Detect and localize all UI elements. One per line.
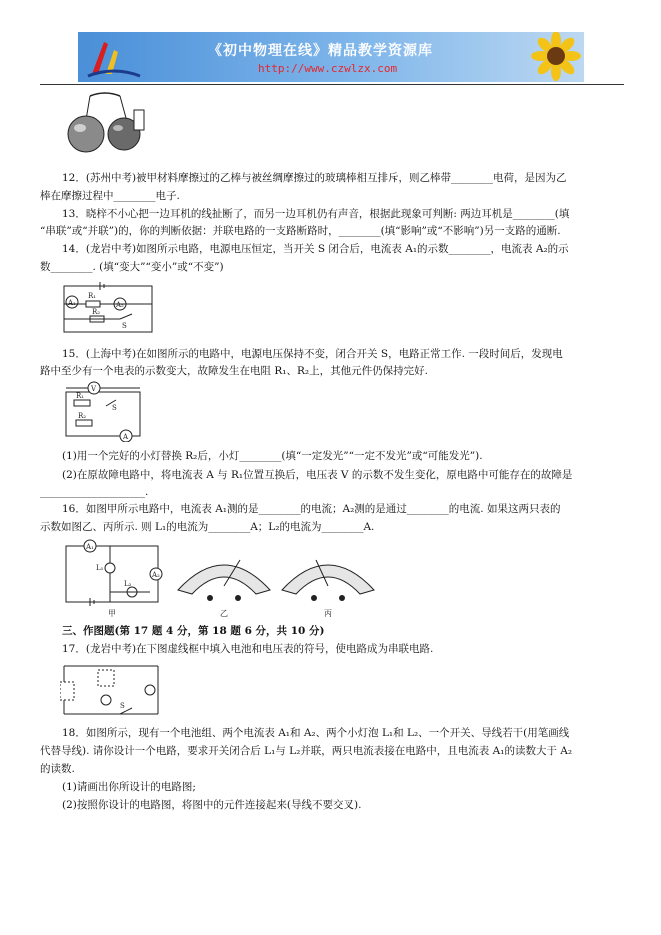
q16-label-a1: A₁: [86, 543, 94, 551]
q18-line1: 18．如图所示，现有一个电池组、两个电流表 A₁和 A₂、两个小灯泡 L₁和 L₂、一个开关、导线若干(用笔画线: [62, 727, 570, 739]
q14-label-a2: A₂: [116, 301, 124, 309]
banner-title: 《初中物理在线》精品教学资源库: [208, 43, 433, 59]
q15-line1: 15．(上海中考)在如图所示的电路中，电源电压保持不变，闭合开关 S，电路正常工作. 一段时间后，发现电: [62, 348, 563, 360]
banner-url[interactable]: http://www.czwlzx.com: [258, 62, 398, 75]
q15-label-r2: R₂: [78, 412, 87, 420]
q16-fig-label-bing: 丙: [324, 609, 332, 618]
q14-label-r1: R₁: [88, 292, 97, 300]
q18-sub2: (2)按照你设计的电路图，将图中的元件连接起来(导线不要交叉).: [62, 799, 362, 811]
sunflower-icon: [524, 32, 584, 82]
q15-label-r1: R₁: [76, 392, 85, 400]
q12-line1: 12．(苏州中考)被甲材料摩擦过的乙棒与被丝绸摩擦过的玻璃棒相互排斥，则乙棒带________电荷，是因为乙: [62, 172, 567, 184]
q16-circuit-figure: [60, 538, 168, 618]
q12-line2: 棒在摩擦过程中________电子.: [40, 190, 180, 202]
q18-line2: 代替导线). 请你设计一个电路，要求开关闭合后 L₁与 L₂并联，两只电流表接在电路中，且电流表 A₁的读数大于 A₂: [40, 745, 573, 757]
q16-fig-label-yi: 乙: [220, 609, 228, 618]
q15-line2: 路中至少有一个电表的示数变大，故障发生在电阻 R₁、R₂上，其他元件仍保持完好.: [40, 365, 428, 377]
q17-circuit-figure: [60, 660, 164, 718]
q18-line3: 的读数.: [40, 763, 75, 775]
q13-line2: “串联”或“并联”)的，你的判断依据：并联电路的一支路断路时，________(填“影响”或“不影响”)另一支路的通断.: [40, 225, 561, 237]
q16-label-l1: L₁: [96, 564, 104, 572]
q18-sub1: (1)请画出你所设计的电路图;: [62, 781, 196, 793]
q14-label-r2: R₂: [92, 308, 101, 316]
section3-heading: 三、作图题(第 17 题 4 分，第 18 题 6 分，共 10 分): [62, 625, 325, 637]
q16-ammeter-yi: [172, 546, 276, 618]
q15-sub2: (2)在原故障电路中，将电流表 A 与 R₁位置互换后，电压表 V 的示数不发生变化，原电路中可能存在的故障是: [62, 469, 573, 481]
q16-line1: 16．如图甲所示电路中，电流表 A₁测的是________的电流；A₂测的是通过________的电流. 如果这两只表的: [62, 503, 561, 515]
charged-spheres-figure: [60, 90, 150, 162]
q16-line2: 示数如图乙、丙所示. 则 L₁的电流为________A；L₂的电流为________A.: [40, 521, 375, 533]
q14-line1: 14．(龙岩中考)如图所示电路，电源电压恒定，当开关 S 闭合后，电流表 A₁的示数________，电流表 A₂的示: [62, 243, 569, 255]
q13-line1: 13．晓梓不小心把一边耳机的线扯断了，而另一边耳机仍有声音，根据此现象可判断: 两边耳机是________(填: [62, 208, 570, 220]
q15-label-a: A: [123, 433, 129, 441]
q14-line2: 数________. (填“变大”“变小”或“不变”): [40, 261, 224, 273]
logo-icon: [84, 36, 144, 78]
q17-line1: 17．(龙岩中考)在下图虚线框中填入电池和电压表的符号，使电路成为串联电路.: [62, 643, 434, 655]
q16-label-l2: L₂: [124, 580, 132, 588]
q14-label-s: S: [122, 322, 127, 330]
q15-sub1: (1)用一个完好的小灯替换 R₂后，小灯________(填“一定发光”“一定不发光”或“可能发光”).: [62, 450, 483, 462]
q15-circuit-figure: [60, 380, 144, 442]
header-rule: [40, 84, 624, 85]
q16-ammeter-bing: [276, 546, 380, 618]
q15-label-s: S: [112, 404, 117, 412]
q16-label-a2: A₂: [152, 571, 160, 579]
header-banner: [78, 32, 584, 82]
q15-label-v: V: [91, 385, 97, 393]
q15-sub2b: ____________________.: [40, 486, 149, 498]
q17-label-s: S: [120, 702, 125, 710]
q14-label-a1: A₁: [68, 299, 76, 307]
q16-fig-label-jia: 甲: [108, 609, 116, 618]
q14-circuit-figure: [60, 280, 156, 338]
